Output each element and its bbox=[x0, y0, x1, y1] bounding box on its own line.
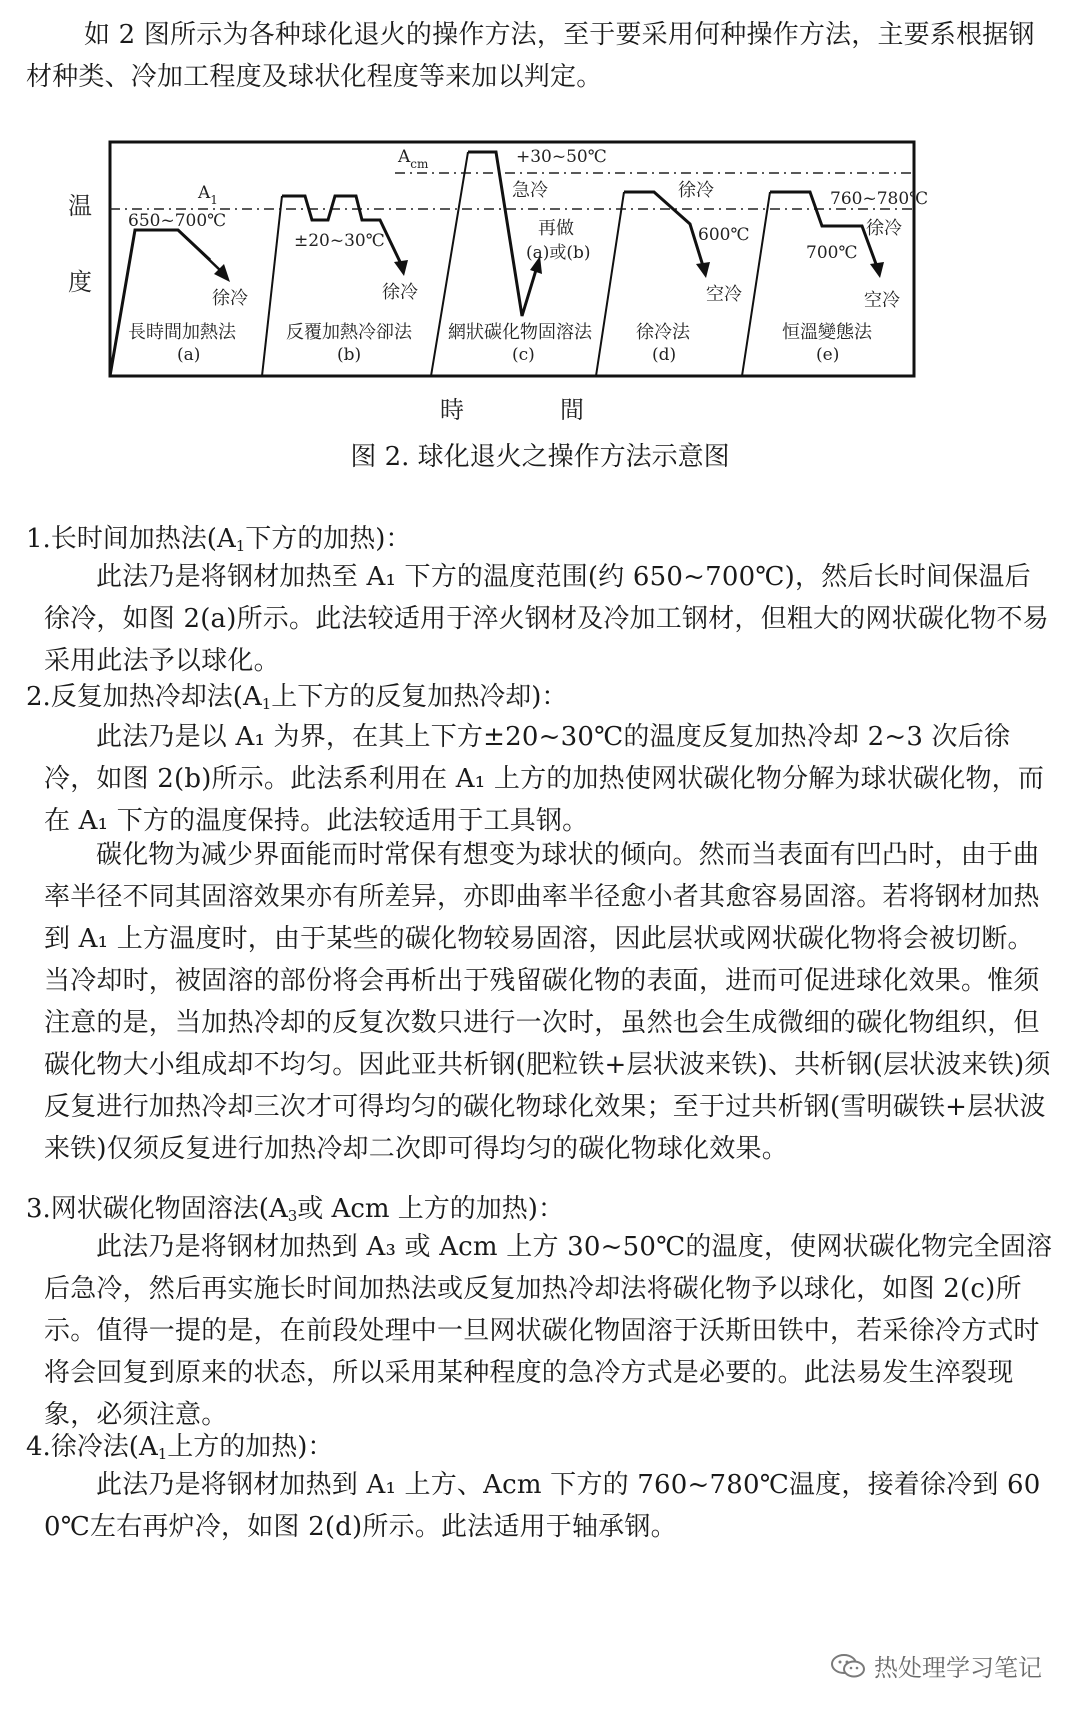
panel-b-temp: ±20~30℃ bbox=[294, 231, 385, 251]
panel-d bbox=[624, 180, 749, 365]
figure-caption: 图 2. 球化退火之操作方法示意图 bbox=[350, 442, 730, 472]
section-2-paragraph-2: 碳化物为减少界面能而时常保有想变为球状的倾向。然而当表面有凹凸时，由于曲率半径不同其固溶效果亦有所差异，亦即曲率半径愈小者其愈容易固溶。若将钢材加热到 A₁ 上方温度时，由于某些的碳化物较易固溶，因此层状或网状碳化物将会被切断。当冷却时，被固溶的部份将会再析出于残留碳化物的表面，进而可促进球化效果。惟须注意的是，当加热冷却的反复次数只进行一次时，虽然也会生成微细的碳化物组织，但碳化物大小组成却不均匀。因此亚共析钢(肥粒铁+层状波来铁)、共析钢(层状波来铁)须反复进行加热冷却三次才可得均匀的碳化物球化效果；至于过共析钢(雪明碳铁+层状波来铁)仅须反复进行加热冷却二次即可得均匀的碳化物球化效果。 bbox=[44, 840, 1051, 1164]
section-1-heading: 1.长时间加热法($A_1$下方的加热)： bbox=[26, 524, 412, 555]
panel-e-name: 恒溫變態法 bbox=[782, 322, 872, 343]
panel-c-temp: +30~50℃ bbox=[516, 147, 607, 167]
panel-a-temp: 650~700℃ bbox=[128, 211, 227, 231]
panel-b bbox=[282, 196, 418, 365]
section-3-heading: 3.网状碳化物固溶法($A_3$或 Acm 上方的加热)： bbox=[26, 1194, 564, 1225]
a1-label: $A_1$ bbox=[198, 183, 218, 207]
panel-c-redo: 再做 bbox=[538, 218, 574, 239]
panel-c-redo-method: (a)或(b) bbox=[526, 243, 591, 263]
panel-a-cool: 徐冷 bbox=[212, 288, 248, 309]
panel-c-quench: 急冷 bbox=[512, 180, 548, 201]
wechat-icon bbox=[830, 1652, 866, 1680]
panel-separator bbox=[596, 192, 624, 376]
section-4-heading: 4.徐冷法($A_1$上方的加热)： bbox=[26, 1432, 334, 1463]
intro-paragraph: 如 2 图所示为各种球化退火的操作方法，至于要采用何种操作方法，主要系根据钢材种类、冷加工程度及球状化程度等来加以判定。 bbox=[26, 20, 1035, 92]
watermark bbox=[830, 1648, 1042, 1683]
panel-a bbox=[110, 211, 248, 376]
panel-e-air: 空冷 bbox=[864, 290, 900, 311]
acm-label: $A_{cm}$ bbox=[398, 147, 429, 171]
panel-e-temp: 760~780℃ bbox=[830, 189, 929, 209]
panel-e-slow: 徐冷 bbox=[866, 218, 902, 239]
panel-c bbox=[448, 147, 607, 365]
panel-b-cool: 徐冷 bbox=[382, 282, 418, 303]
watermark-text: 热处理学习笔记 bbox=[874, 1654, 1042, 1682]
panel-a-name: 長時間加熱法 bbox=[128, 322, 236, 343]
panel-c-letter: (c) bbox=[512, 345, 535, 365]
panel-e bbox=[770, 189, 928, 365]
panel-d-air: 空冷 bbox=[706, 284, 742, 305]
panel-b-name: 反覆加熱冷卻法 bbox=[286, 322, 412, 343]
panel-d-slow: 徐冷 bbox=[678, 180, 714, 201]
panel-a-letter: (a) bbox=[177, 345, 201, 365]
panel-d-600: 600℃ bbox=[698, 225, 750, 245]
x-axis-label-1: 時 bbox=[440, 396, 464, 424]
panel-d-letter: (d) bbox=[652, 345, 677, 365]
x-axis-label-2: 間 bbox=[560, 396, 584, 424]
annealing-figure bbox=[0, 140, 1080, 580]
panel-separator bbox=[262, 196, 282, 376]
y-axis-label-1: 温 bbox=[68, 192, 92, 220]
section-4-paragraph: 此法乃是将钢材加热到 A₁ 上方、Acm 下方的 760~780℃温度，接着徐冷到 600℃左右再炉冷，如图 2(d)所示。此法适用于轴承钢。 bbox=[44, 1470, 1041, 1542]
section-1-paragraph: 此法乃是将钢材加热至 A₁ 下方的温度范围(约 650~700℃)，然后长时间保温后徐冷，如图 2(a)所示。此法较适用于淬火钢材及冷加工钢材，但粗大的网状碳化物不易采用此法予以球化。 bbox=[44, 562, 1049, 676]
panel-e-700: 700℃ bbox=[806, 243, 858, 263]
section-3-paragraph: 此法乃是将钢材加热到 A₃ 或 Acm 上方 30~50℃的温度，使网状碳化物完全固溶后急冷，然后再实施长时间加热法或反复加热冷却法将碳化物予以球化，如图 2(c)所示。值得一提的是，在前段处理中一旦网状碳化物固溶于沃斯田铁中，若采徐冷方式时将会回复到原来的状态，所以采用某种程度的急冷方式是必要的。此法易发生淬裂现象，必须注意。 bbox=[44, 1232, 1053, 1430]
y-axis-label-2: 度 bbox=[68, 268, 92, 296]
panel-separator bbox=[742, 192, 770, 376]
panel-c-name: 網狀碳化物固溶法 bbox=[448, 322, 592, 343]
panel-e-letter: (e) bbox=[816, 345, 840, 365]
panel-b-letter: (b) bbox=[337, 345, 362, 365]
panel-d-name: 徐冷法 bbox=[636, 322, 690, 343]
section-2-paragraph-1: 此法乃是以 A₁ 为界，在其上下方±20~30℃的温度反复加热冷却 2~3 次后徐冷，如图 2(b)所示。此法系利用在 A₁ 上方的加热使网状碳化物分解为球状碳化物，而在 A₁ 下方的温度保持。此法较适用于工具钢。 bbox=[44, 722, 1045, 836]
section-2-heading: 2.反复加热冷却法($A_1$上下方的反复加热冷却)： bbox=[26, 682, 568, 713]
